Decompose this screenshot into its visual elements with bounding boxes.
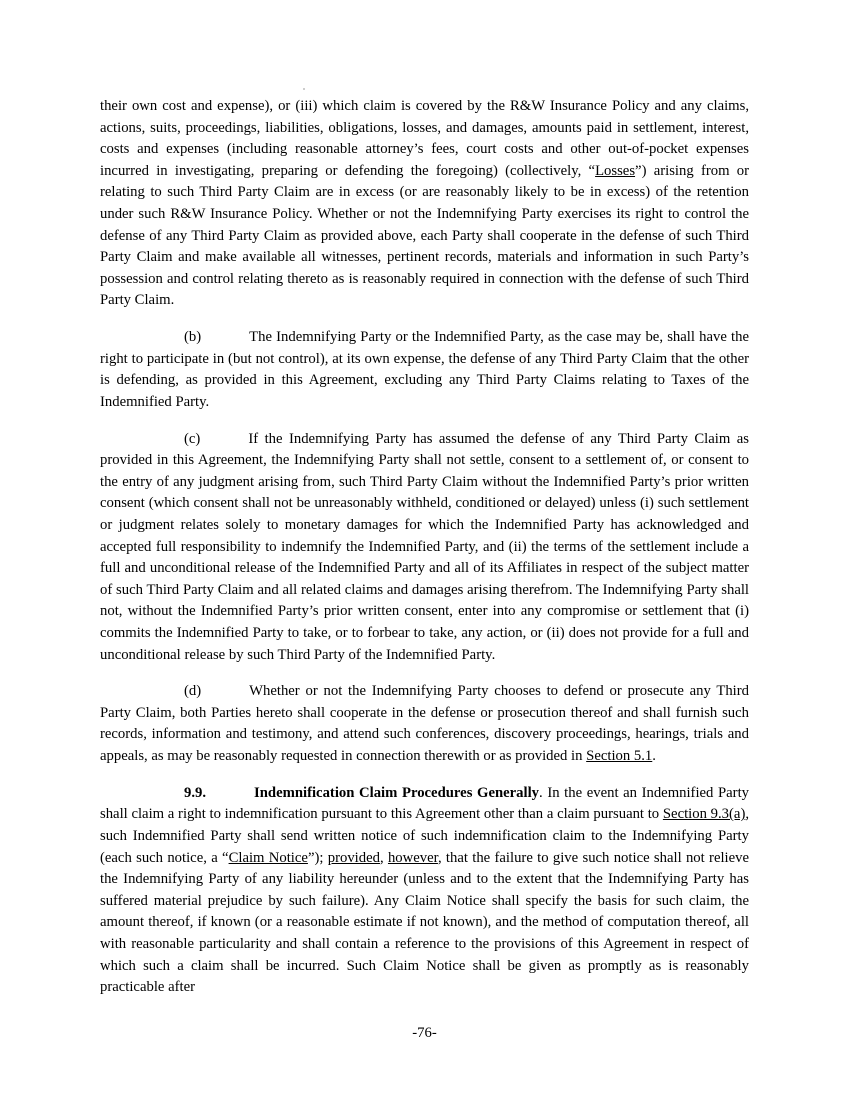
- paragraph-c-text: If the Indemnifying Party has assumed the defense of any Third Party Claim as provided in this Agreement, the Indemnifying Party shall not settle, consent to a settlement of, or consent to the entry of any judgment arising from, such Third Party Claim without the Indemnified Party’s prior written consent (which consent shall not be unreasonably withheld, conditioned or delayed) unless (i) such settlement or judgment relates solely to monetary damages for which the Indemnified Party has acknowledged and accepted full responsibility to indemnify the Indemnified Party, and (ii) the terms of the settlement include a full and unconditional release of the Indemnified Party and all of its Affiliates in respect of the subject matter of such Third Party Claim and all related claims and damages arising therefrom. The Indemnifying Party shall not, without the Indemnified Party’s prior written consent, enter into any compromise or settlement that (i) commits the Indemnified Party to take, or to forbear to take, any action, or (ii) does not provide for a full and unconditional release by such Third Party of the Indemnified Party.: [100, 430, 749, 663]
- cross-reference-section-5-1[interactable]: Section 5.1: [586, 748, 653, 765]
- section-9-9-text-2: , such Indemnified Party shall send written notice of such indemnification claim to the Indemnifying Party (each such notice, a “: [100, 806, 750, 866]
- paragraph-d-text-end: .: [652, 748, 656, 765]
- paragraph-b: [100, 327, 749, 413]
- paragraph-text: their own cost and expense), or (iii) which claim is covered by the R&W Insurance Policy and any claims, actions, suits, proceedings, liabilities, obligations, losses, and damages, amounts paid in settlement, interest, costs and expenses (including reasonable attorney’s fees, court costs and other out-of-pocket expenses incurred in investigating, preparing or defending the foregoing) (collectively, “: [100, 98, 749, 179]
- section-9-9-text-3: ”);: [307, 849, 328, 866]
- however-term: however: [387, 849, 438, 866]
- paragraph-continuation: [100, 96, 749, 312]
- paragraph-b-text: The Indemnifying Party or the Indemnified Party, as the case may be, shall have the right to participate in (but not control), at its own expense, the defense of any Third Party Claim that the other is defending, as provided in this Agreement, excluding any Third Party Claims relating to Taxes of the Indemnified Party.: [100, 329, 749, 410]
- defined-term-claim-notice: Claim Notice: [228, 849, 308, 866]
- cross-reference-section-9-3-a[interactable]: Section 9.3(a): [662, 806, 746, 823]
- section-9-9-text-4: ,: [379, 849, 388, 866]
- document-body: [100, 96, 749, 999]
- page-speck: [303, 88, 305, 90]
- paragraph-d: [100, 681, 749, 767]
- paragraph-9-9: [100, 783, 749, 999]
- paragraph-label-d: (d): [184, 683, 202, 700]
- paragraph-text-cont: ”) arising from or relating to such Third Party Claim are in excess (or are reasonably likely to be in excess) of the retention under such R&W Insurance Policy. Whether or not the Indemnifying Party exercises its right to control the defense of any Third Party Claim as provided above, each Party shall cooperate in the defense of such Third Party Claim and make available all witnesses, pertinent records, materials and information in such Party’s possession and control relating thereto as is reasonably required in connection with the defense of such Third Party Claim.: [100, 162, 749, 309]
- section-9-9-text-1: . In the event an Indemnified Party shall claim a right to indemnification pursuant to this Agreement other than a claim pursuant to: [100, 784, 750, 823]
- section-heading-9-9: Indemnification Claim Procedures Generally: [254, 784, 540, 801]
- page-number: -76-: [412, 1025, 437, 1041]
- provided-term: provided: [327, 849, 380, 866]
- paragraph-label-c: (c): [184, 430, 201, 447]
- section-9-9-text-5: , that the failure to give such notice shall not relieve the Indemnifying Party of any liability hereunder (unless and to the extent that the Indemnifying Party has suffered material prejudice by such failure). Any Claim Notice shall specify the basis for such claim, the amount thereof, if known (or a reasonable estimate if not known), and the method of computation thereof, all with reasonable particularity and shall contain a reference to the provisions of this Agreement in respect of which such a claim shall be incurred. Such Claim Notice shall be given as promptly as is reasonably practicable after: [100, 849, 749, 996]
- paragraph-d-text: Whether or not the Indemnifying Party chooses to defend or prosecute any Third Party Claim, both Parties hereto shall cooperate in the defense or prosecution thereof and shall furnish such records, information and testimony, and attend such conferences, discovery proceedings, hearings, trials and appeals, as may be reasonably requested in connection therewith or as provided in: [100, 683, 749, 765]
- paragraph-label-b: (b): [184, 329, 202, 346]
- defined-term-losses: Losses: [595, 162, 636, 179]
- section-number-9-9: 9.9.: [184, 784, 207, 801]
- paragraph-c: [100, 429, 749, 667]
